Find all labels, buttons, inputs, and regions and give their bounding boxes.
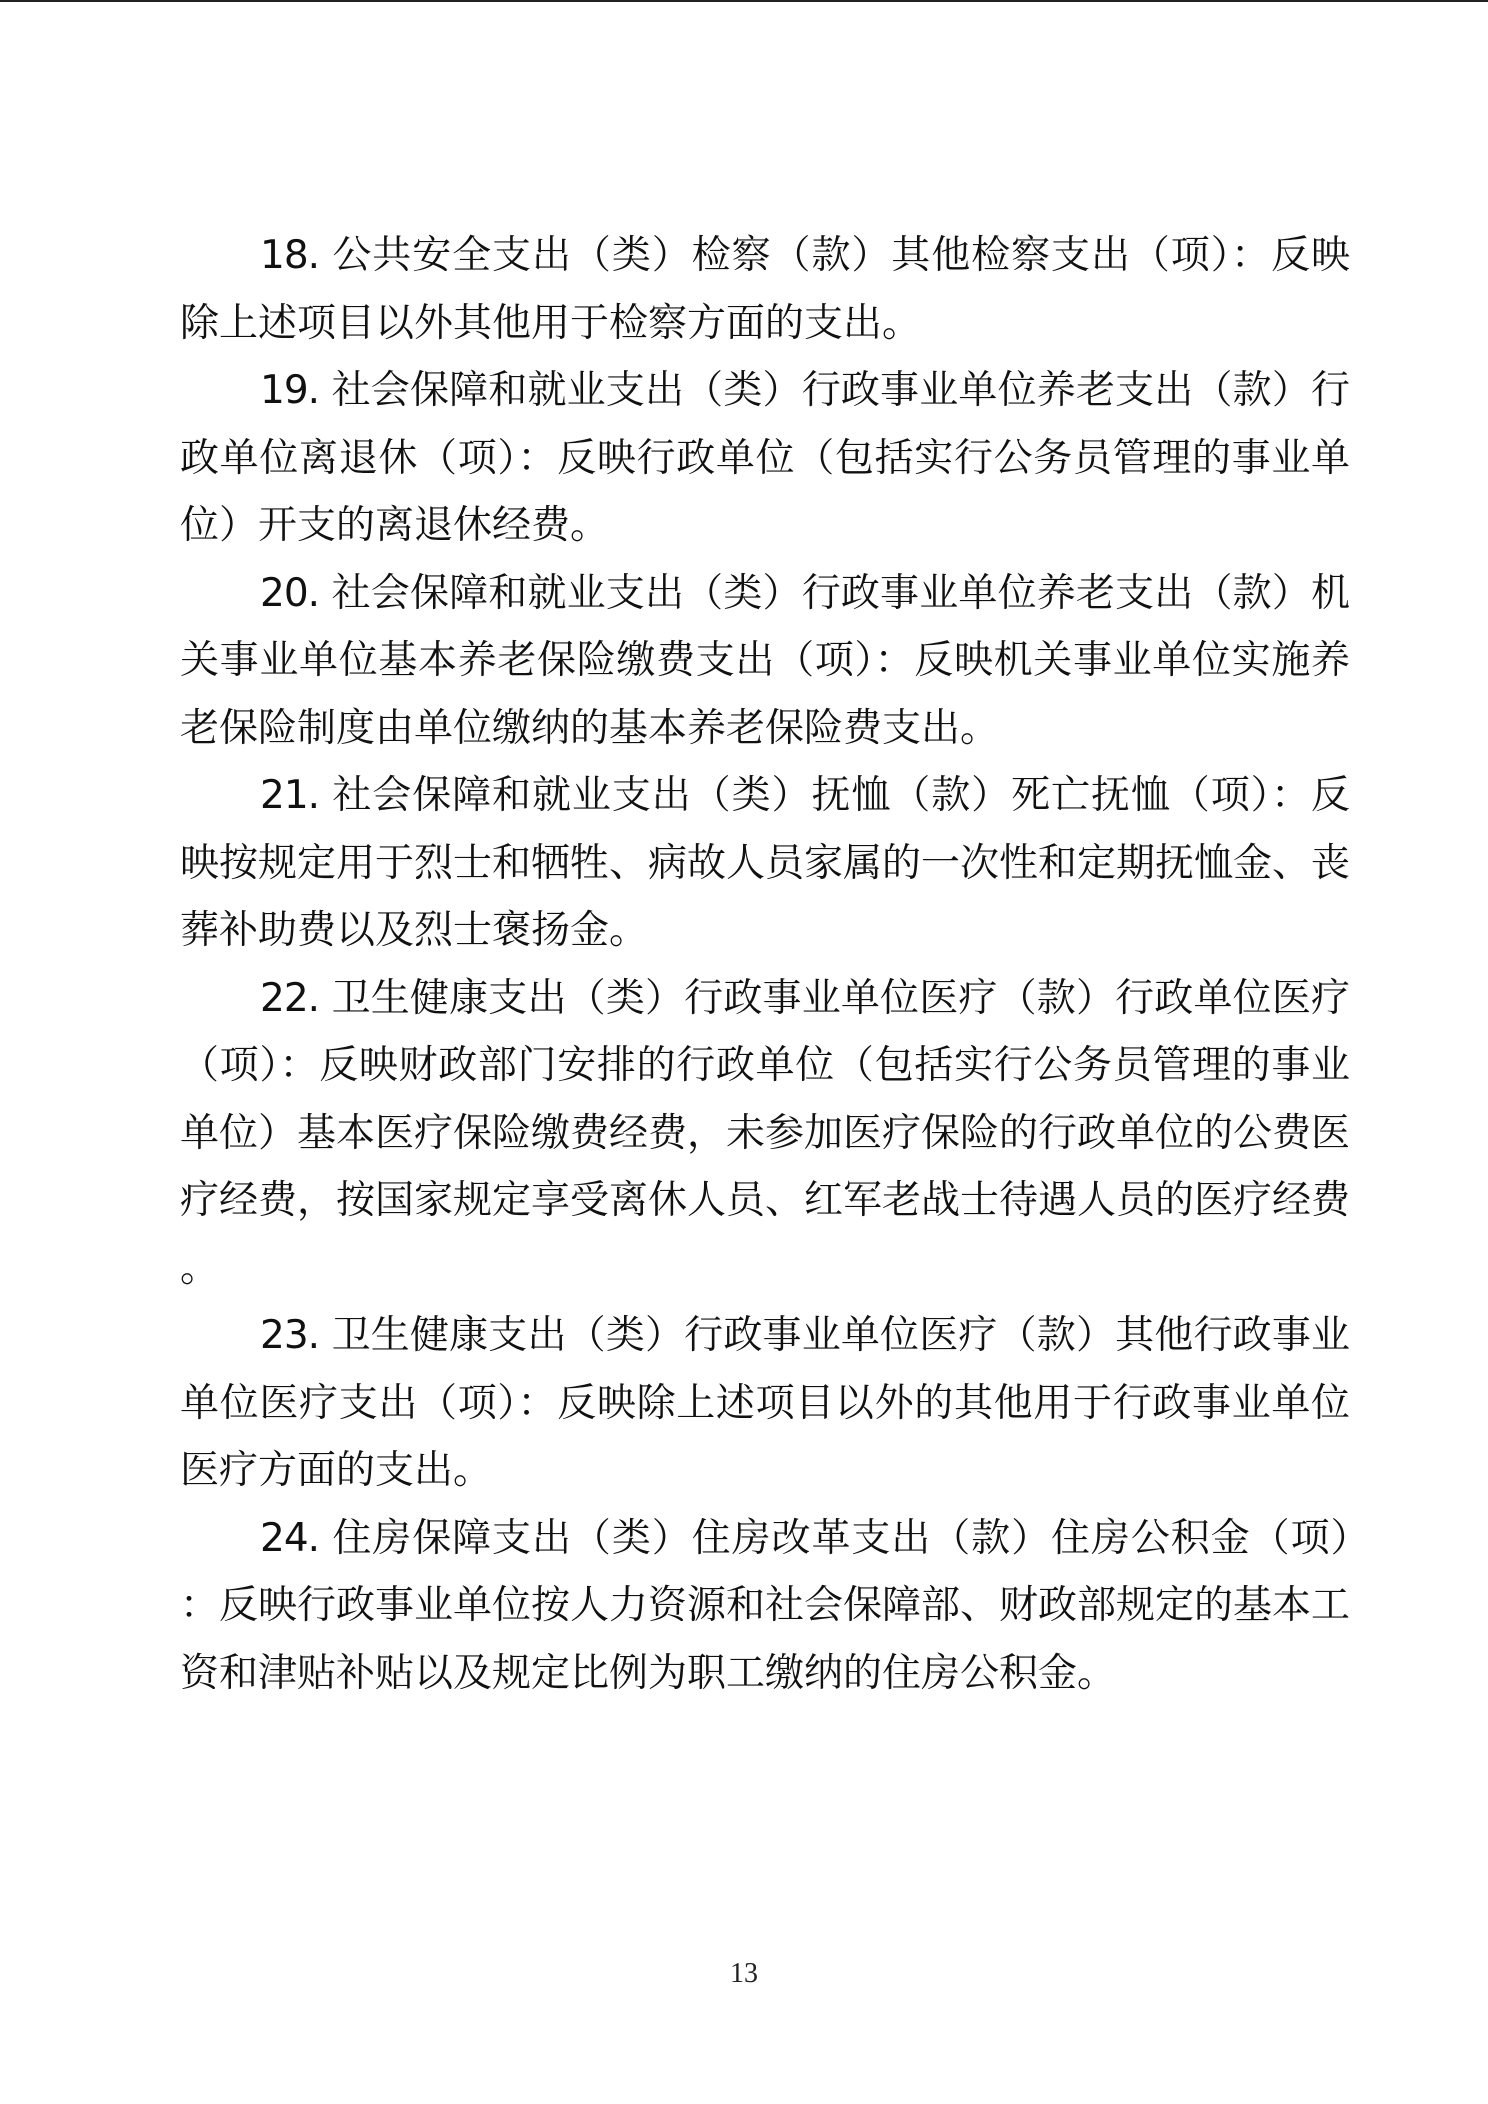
paragraph-number: 22. (260, 975, 320, 1021)
paragraph-text: 卫生健康支出（类）行政事业单位医疗（款）行政单位医疗（项）：反映财政部门安排的行政单位（包括实行公务员管理的事业单位）基本医疗保险缴费经费，未参加医疗保险的行政单位的公费医疗经费，按国家规定享受离休人员、红军老战士待遇人员的医疗经费。 (180, 975, 1351, 1291)
paragraph-text: 卫生健康支出（类）行政事业单位医疗（款）其他行政事业单位医疗支出（项）：反映除上述项目以外的其他用于行政事业单位医疗方面的支出。 (180, 1313, 1350, 1493)
top-border-line (0, 0, 1488, 2)
page-number: 13 (730, 1958, 758, 1989)
paragraph-text: 社会保障和就业支出（类）抚恤（款）死亡抚恤（项）：反映按规定用于烈士和牺牲、病故人员家属的一次性和定期抚恤金、丧葬补助费以及烈士褒扬金。 (180, 773, 1351, 953)
paragraph-item-21 (180, 762, 1350, 965)
paragraph-number: 24. (260, 1515, 320, 1561)
document-body (180, 222, 1350, 1707)
paragraph-number: 19. (260, 368, 320, 413)
paragraph-text: 社会保障和就业支出（类）行政事业单位养老支出（款）机关事业单位基本养老保险缴费支出（项）：反映机关事业单位实施养老保险制度由单位缴纳的基本养老保险费支出。 (180, 570, 1350, 751)
paragraph-item-23 (180, 1302, 1350, 1505)
paragraph-number: 23. (260, 1313, 320, 1358)
paragraph-number: 18. (260, 233, 320, 278)
paragraph-item-19 (180, 357, 1350, 560)
paragraph-number: 21. (260, 773, 320, 818)
paragraph-item-22 (180, 965, 1350, 1303)
paragraph-item-20 (180, 560, 1350, 763)
paragraph-text: 住房保障支出（类）住房改革支出（款）住房公积金（项）：反映行政事业单位按人力资源和社会保障部、财政部规定的基本工资和津贴补贴以及规定比例为职工缴纳的住房公积金。 (180, 1515, 1351, 1696)
paragraph-item-24 (180, 1505, 1350, 1708)
paragraph-text: 公共安全支出（类）检察（款）其他检察支出（项）：反映除上述项目以外其他用于检察方面的支出。 (180, 233, 1350, 346)
paragraph-number: 20. (260, 570, 320, 616)
paragraph-text: 社会保障和就业支出（类）行政事业单位养老支出（款）行政单位离退休（项）：反映行政单位（包括实行公务员管理的事业单位）开支的离退休经费。 (180, 368, 1350, 548)
paragraph-item-18 (180, 222, 1350, 357)
